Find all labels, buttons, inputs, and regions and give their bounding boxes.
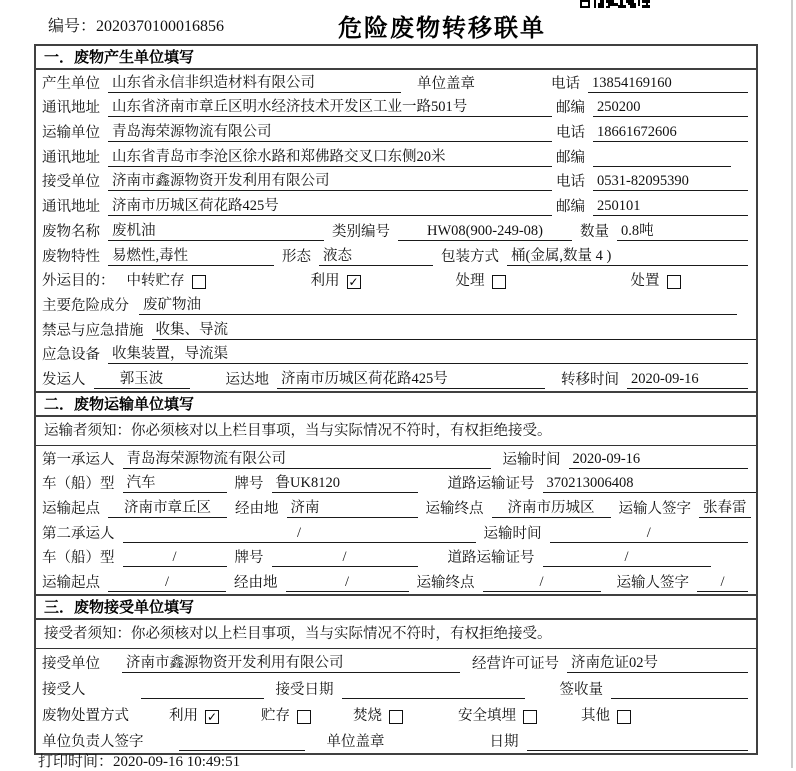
section-producer xyxy=(36,46,756,391)
plate-no-2-label: 牌号 xyxy=(234,550,264,567)
manager-signature-value xyxy=(179,732,305,751)
disposal-landfill xyxy=(458,707,537,725)
form-row xyxy=(36,317,756,342)
main-hazard-component-value: 废矿物油 xyxy=(139,296,737,315)
emergency-equipment-value: 收集装置，导流渠 xyxy=(108,345,748,364)
section-transporter xyxy=(36,391,756,594)
form-row xyxy=(36,243,756,268)
emergency-equipment-label: 应急设备 xyxy=(42,347,100,364)
origin-2-label: 运输起点 xyxy=(42,575,100,592)
quantity-value: 0.8吨 xyxy=(617,222,748,241)
transport-time-1-label: 运输时间 xyxy=(502,451,561,468)
plate-no-1-label: 牌号 xyxy=(234,476,264,493)
transfer-date-label: 转移时间 xyxy=(561,371,619,388)
vehicle-type-1-label: 车（船）型 xyxy=(42,476,115,493)
carrier-sign-1-value: 张春雷 xyxy=(699,499,751,518)
road-permit-1-value: 370213006408 xyxy=(543,474,757,493)
transporter-phone-value: 18661672606 xyxy=(593,123,748,142)
origin-2-value: / xyxy=(108,573,226,592)
page-title: 危险废物转移联单 xyxy=(338,15,546,42)
section-transporter-heading: 二．废物运输单位填写 xyxy=(36,393,756,417)
form-row xyxy=(36,471,756,496)
unit-seal-label: 单位盖章 xyxy=(417,75,475,92)
purpose-use xyxy=(311,272,361,290)
transfer-date-value: 2020-09-16 xyxy=(627,370,748,389)
main-hazard-component-label: 主要危险成分 xyxy=(42,297,129,314)
transporter-phone-label: 电话 xyxy=(556,125,585,142)
transporter-address-label: 通讯地址 xyxy=(42,149,100,166)
category-code-label: 类别编号 xyxy=(332,223,390,240)
form-row xyxy=(36,292,756,317)
road-permit-2-label: 道路运输证号 xyxy=(447,550,535,567)
packing-method-label: 包装方式 xyxy=(441,248,499,265)
disposal-use xyxy=(169,707,219,725)
road-permit-2-value: / xyxy=(543,548,711,567)
purpose-dispose-checkbox xyxy=(667,275,681,289)
receive-date-label: 接受日期 xyxy=(275,682,334,699)
receiver-address-value: 济南市历城区荷花路425号 xyxy=(108,197,552,216)
waste-form-value: 液态 xyxy=(319,247,433,266)
transporter-address-value: 山东省青岛市李沧区徐水路和郑佛路交叉口东侧20米 xyxy=(108,148,552,167)
origin-1-value: 济南市章丘区 xyxy=(108,499,227,518)
waste-name-value: 废机油 xyxy=(108,222,324,241)
print-time-value: 2020-09-16 10:49:51 xyxy=(113,754,241,770)
packing-method-value: 桶(金属,数量 4 ) xyxy=(507,247,748,266)
section-receiver-notice: 接受者须知：你必须核对以上栏目事项，当与实际情况不符时，有权拒绝接受。 xyxy=(36,620,756,649)
print-time-label: 打印时间： xyxy=(38,754,114,770)
producer-unit-label: 产生单位 xyxy=(42,75,100,92)
manifest-table xyxy=(34,44,758,755)
disposal-landfill-label: 安全填埋 xyxy=(458,708,516,725)
form-row xyxy=(36,119,756,144)
qr-code-icon xyxy=(580,0,650,8)
plate-no-1-value: 鲁UK8120 xyxy=(272,474,418,493)
terminal-2-value: / xyxy=(483,573,601,592)
receipt-quantity-label: 签收量 xyxy=(559,682,603,699)
receive-person-label: 接受人 xyxy=(42,682,86,699)
disposal-incinerate xyxy=(353,707,403,725)
first-carrier-value: 青岛海荣源物流有限公司 xyxy=(123,450,491,469)
taboo-emergency-measures-value: 收集、导流 xyxy=(152,321,756,340)
via-1-label: 经由地 xyxy=(235,501,279,517)
disposal-other xyxy=(581,707,631,725)
form-row xyxy=(36,446,756,471)
transporter-postcode-label: 邮编 xyxy=(556,149,585,166)
license-no-value: 济南危证02号 xyxy=(567,654,748,673)
purpose-dispose-label: 处置 xyxy=(630,273,660,290)
section-receiver-heading: 三．废物接受单位填写 xyxy=(36,596,756,620)
receive-date-value xyxy=(342,680,525,699)
transporter-unit-label: 运输单位 xyxy=(42,125,100,142)
transporter-unit-value: 青岛海荣源物流有限公司 xyxy=(108,123,552,142)
form-row xyxy=(36,95,756,120)
form-row xyxy=(36,675,756,701)
producer-address-value: 山东省济南市章丘区明水经济技术开发区工业一路501号 xyxy=(108,98,552,117)
disposal-other-checkbox xyxy=(617,710,631,724)
taboo-emergency-measures-label: 禁忌与应急措施 xyxy=(42,322,144,339)
disposal-other-label: 其他 xyxy=(581,708,610,725)
transport-time-1-value: 2020-09-16 xyxy=(569,450,749,469)
terminal-1-label: 运输终点 xyxy=(425,501,484,517)
producer-unit-value: 山东省永信非织造材料有限公司 xyxy=(108,74,401,93)
receive-unit-label: 接受单位 xyxy=(42,656,100,673)
disposal-method-label: 废物处置方式 xyxy=(42,708,129,725)
producer-phone-value: 13854169160 xyxy=(588,74,748,93)
sign-date-label: 日期 xyxy=(489,734,519,751)
receive-unit-value: 济南市鑫源物资开发利用有限公司 xyxy=(122,654,460,673)
waste-name-label: 废物名称 xyxy=(42,223,100,240)
waste-property-label: 废物特性 xyxy=(42,248,100,265)
license-no-label: 经营许可证号 xyxy=(472,656,559,673)
destination-label: 运达地 xyxy=(225,371,269,388)
purpose-transfer-storage-checkbox xyxy=(192,275,206,289)
disposal-use-label: 利用 xyxy=(169,708,198,725)
disposal-use-checkbox: ✓ xyxy=(206,710,218,725)
waste-property-value: 易燃性,毒性 xyxy=(108,247,274,266)
first-carrier-label: 第一承运人 xyxy=(42,451,115,468)
receiver-address-label: 通讯地址 xyxy=(42,199,100,216)
plate-no-2-value: / xyxy=(272,548,418,567)
purpose-treat-checkbox xyxy=(492,275,506,289)
carrier-sign-2-value: / xyxy=(697,573,748,592)
sign-date-value xyxy=(527,732,749,751)
manager-signature-label: 单位负责人签字 xyxy=(42,734,144,751)
receiver-unit-seal-label: 单位盖章 xyxy=(326,734,385,751)
transport-time-2-value: / xyxy=(550,524,749,543)
second-carrier-label: 第二承运人 xyxy=(42,525,115,542)
vehicle-type-1-value: 汽车 xyxy=(123,474,227,493)
serial-label: 编号： xyxy=(48,18,97,35)
receiver-unit-value: 济南市鑫源物资开发利用有限公司 xyxy=(108,172,552,191)
waste-form-label: 形态 xyxy=(282,248,311,265)
consignor-value: 郭玉波 xyxy=(94,370,190,389)
section-producer-heading: 一．废物产生单位填写 xyxy=(36,46,756,70)
terminal-1-value: 济南市历城区 xyxy=(492,499,611,518)
form-row xyxy=(36,569,756,594)
road-permit-1-label: 道路运输证号 xyxy=(447,476,535,493)
form-row xyxy=(36,193,756,218)
purpose-use-checkbox: ✓ xyxy=(348,275,359,290)
second-carrier-value: / xyxy=(123,524,476,543)
receive-person-value xyxy=(141,680,264,699)
carrier-sign-1-label: 运输人签字 xyxy=(618,501,691,517)
form-row xyxy=(36,366,756,391)
transporter-postcode-value xyxy=(593,148,731,167)
destination-value: 济南市历城区荷花路425号 xyxy=(277,370,545,389)
section-transporter-notice: 运输者须知：你必须核对以上栏目事项，当与实际情况不符时，有权拒绝接受。 xyxy=(36,417,756,446)
via-2-value: / xyxy=(286,573,409,592)
form-row xyxy=(36,495,756,520)
quantity-label: 数量 xyxy=(580,223,609,240)
disposal-landfill-checkbox xyxy=(523,710,537,724)
disposal-storage-checkbox xyxy=(297,710,311,724)
form-row xyxy=(36,268,756,293)
purpose-transfer-storage-label: 中转贮存 xyxy=(126,273,185,290)
purpose-use-label: 利用 xyxy=(310,273,340,290)
producer-address-label: 通讯地址 xyxy=(42,100,100,117)
producer-postcode-label: 邮编 xyxy=(556,100,585,117)
form-row xyxy=(36,70,756,95)
purpose-treat-label: 处理 xyxy=(455,273,485,290)
purpose-dispose xyxy=(631,272,681,290)
receiver-unit-label: 接受单位 xyxy=(42,174,100,191)
disposal-storage-label: 贮存 xyxy=(261,708,290,725)
form-row xyxy=(36,144,756,169)
disposal-incinerate-label: 焚烧 xyxy=(353,708,382,725)
receiver-postcode-label: 邮编 xyxy=(556,199,585,216)
form-row xyxy=(36,218,756,243)
disposal-storage xyxy=(261,707,311,725)
terminal-2-label: 运输终点 xyxy=(416,575,475,592)
form-row xyxy=(36,169,756,194)
form-row xyxy=(36,520,756,545)
disposal-incinerate-checkbox xyxy=(389,710,403,724)
receiver-phone-value: 0531-82095390 xyxy=(593,172,748,191)
origin-1-label: 运输起点 xyxy=(42,501,100,517)
carrier-sign-2-label: 运输人签字 xyxy=(616,575,689,592)
form-row xyxy=(36,342,756,367)
category-code-value: HW08(900-249-08) xyxy=(398,222,572,241)
vehicle-type-2-value: / xyxy=(123,548,227,567)
via-1-value: 济南 xyxy=(287,499,418,518)
form-row xyxy=(36,701,756,727)
producer-postcode-value: 250200 xyxy=(593,98,748,117)
serial-value: 2020370100016856 xyxy=(96,18,225,35)
transport-time-2-label: 运输时间 xyxy=(483,525,542,542)
vehicle-type-2-label: 车（船）型 xyxy=(42,550,115,567)
producer-phone-label: 电话 xyxy=(551,75,580,92)
receiver-postcode-value: 250101 xyxy=(593,197,748,216)
receiver-phone-label: 电话 xyxy=(556,174,585,191)
purpose-transfer-storage xyxy=(127,272,206,290)
form-row xyxy=(36,545,756,570)
purpose-treat xyxy=(456,272,506,290)
consignor-label: 发运人 xyxy=(42,371,86,388)
serial-number-line xyxy=(48,13,224,36)
form-row xyxy=(36,649,756,675)
outbound-purpose-label: 外运目的： xyxy=(42,273,115,290)
via-2-label: 经由地 xyxy=(234,575,278,592)
receipt-quantity-value xyxy=(611,680,748,699)
section-receiver xyxy=(36,594,756,753)
page-edge-line xyxy=(791,0,793,768)
